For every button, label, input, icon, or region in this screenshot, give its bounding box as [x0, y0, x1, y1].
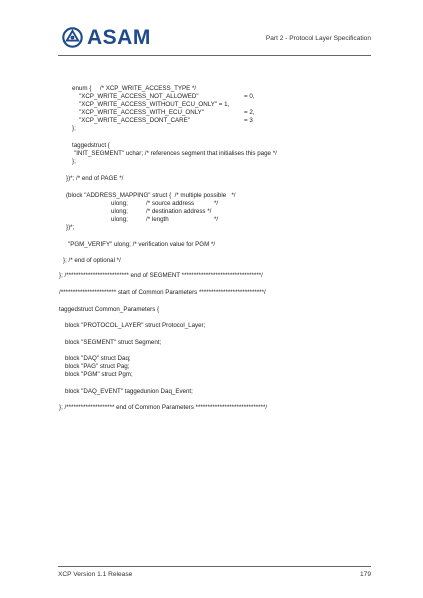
- code-line: /* destination address */: [146, 208, 212, 215]
- code-line: */: [214, 216, 219, 223]
- code-line: "XCP_WRITE_ACCESS_NOT_ALLOWED": [79, 93, 199, 100]
- code-line: };: [72, 158, 76, 165]
- code-line: block "PAG" struct Pag;: [65, 363, 130, 370]
- code-line: block "DAQ" struct Daq;: [65, 355, 131, 362]
- logo-text: ASAM: [87, 26, 151, 49]
- code-line: block "PGM" struct Pgm;: [65, 371, 133, 378]
- code-line: })*; /* end of PAGE */: [66, 175, 124, 182]
- code-line: taggedstruct {: [72, 142, 110, 149]
- code-line: };: [72, 125, 76, 132]
- code-line: enum { /* XCP_WRITE_ACCESS_TYPE */: [72, 85, 197, 92]
- code-line: = 0,: [244, 93, 255, 100]
- code-line: block "SEGMENT" struct Segment;: [65, 339, 162, 346]
- code-line: "XCP_WRITE_ACCESS_WITH_ECU_ONLY": [79, 109, 204, 116]
- code-line: }; /* end of optional */: [63, 257, 121, 264]
- code-line: ulong;: [111, 208, 128, 215]
- code-line: ulong;: [111, 200, 128, 207]
- code-line: "PGM_VERIFY" ulong; /* verification value for PGM */: [68, 241, 216, 248]
- code-line: }; /************************** end of SEGMENT *********************************/: [59, 272, 263, 279]
- code-line: /* source address: [146, 200, 195, 207]
- code-line: ulong;: [111, 216, 128, 223]
- code-line: */: [214, 200, 219, 207]
- code-line: "XCP_WRITE_ACCESS_WITHOUT_ECU_ONLY" = 1,: [79, 101, 230, 108]
- code-line: (block "ADDRESS_MAPPING" struct { /* multiple possible */: [66, 192, 236, 199]
- code-line: /*********************** start of Common Parameters ***************************/: [59, 289, 266, 296]
- code-line: block "DAQ_EVENT" taggedunion Daq_Event;: [65, 388, 193, 395]
- footer-version: XCP Version 1.1 Release: [58, 571, 133, 578]
- code-line: "XCP_WRITE_ACCESS_DONT_CARE": [79, 117, 190, 124]
- code-line: taggedstruct Common_Parameters {: [59, 306, 160, 313]
- footer-divider: [58, 566, 371, 567]
- code-line: }; /******************** end of Common Parameters *****************************/: [59, 404, 268, 411]
- code-line: /* length: [146, 216, 169, 223]
- code-line: block "PROTOCOL_LAYER" struct Protocol_Layer;: [65, 322, 206, 329]
- code-line: })*;: [66, 224, 75, 231]
- code-line: = 2,: [244, 109, 255, 116]
- code-line: "INIT_SEGMENT" uchar; /* references segment that initialises this page */: [74, 150, 277, 157]
- page-number: 179: [359, 571, 371, 578]
- code-line: = 3: [244, 117, 253, 124]
- document-title: Part 2 - Protocol Layer Specification: [265, 35, 371, 42]
